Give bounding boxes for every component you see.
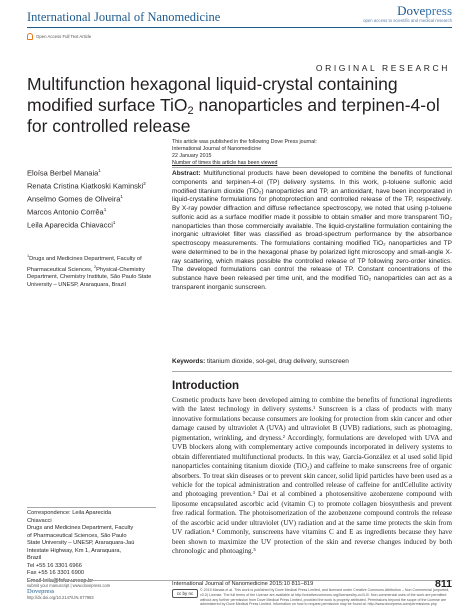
- footer-dovepress-logo[interactable]: Dovepress: [27, 588, 55, 595]
- open-access-label: [27, 33, 91, 40]
- footer-left: [27, 583, 110, 601]
- journal-name[interactable]: International Journal of Nanomedicine: [27, 10, 221, 24]
- pubinfo-line: This article was published in the following Dove Press journal:: [172, 139, 317, 145]
- corr-line: Brazil: [27, 555, 42, 561]
- header-divider: [27, 27, 452, 28]
- correspondence: [27, 510, 163, 585]
- page-number: 811: [435, 578, 452, 590]
- author-name: Renata Cristina Kiatkoski Kaminski: [27, 181, 144, 191]
- pubinfo-journal: International Journal of Nanomedicine: [172, 145, 262, 152]
- corr-line: Drugs and Medicines Department, Faculty: [27, 525, 134, 531]
- corr-line: Correspondence: Leila Aparecida: [27, 510, 112, 516]
- title-part1: Multifunction hexagonal liquid-crystal containing modified surface TiO: [27, 74, 398, 115]
- pubinfo-date: 22 January 2015: [172, 152, 212, 159]
- introduction-body: Cosmetic products have been developed aiming to combine the benefits of functional ingredients with the latest technology in delivery systems.¹ Sunscreen is a class of products with many innovative formulations because consumers are looking for protection from skin cancer and other damage caused by ultraviolet A (UVA) and ultraviolet B (UVB) radiations, such as photoaging, pigmentation, wrinkling, and dryness.² Accordingly, formulations are developed with UVA and UVB blockers along with complementary active compounds incorporated in delivery systems to obtain differentiated multifunctional products. In this way, García-González et al used solid lipid nanoparticles containing titanium dioxide (TiO₂) and caffeine to make sunscreens free of organic absorbers. To treat skin diseases or to prevent skin cancer, solid lipid particles have been used as a vehicle for the topical administration and controlled release of caffeine for antICellulite activity and photoaging prevention.³ Dai et al combined a photosensitive azobenzene compound with liposome encapsulated ascorbic acid (vitamin C) to promote collagen biosynthesis and prevent free radical formation. The photoisomerization of the azobenzene compound controls the release of the ascorbic acid under ultraviolet (UV) radiation and at the same time protects the skin from UV radiation.⁴ Commonly, sunscreens have vitamins C and E as ingredients because they have been shown to maximize the UV protection of the skin and reverse changes induced by both chronologic and photoaging.⁵: [172, 396, 452, 555]
- author: [27, 205, 163, 218]
- publisher-logo[interactable]: [397, 3, 452, 19]
- corr-line: Intestate Highway, Km 1, Araraquara,: [27, 547, 122, 554]
- author: [27, 192, 163, 205]
- title-part2: nanoparticles and terpinen-4-ol for controlled release: [27, 95, 440, 136]
- corr-line: State University – UNESP, Araraquara-Jaú: [27, 540, 135, 546]
- article-type: ORIGINAL RESEARCH: [315, 63, 450, 73]
- keywords: [172, 358, 452, 367]
- page-header: [27, 0, 452, 44]
- author: [27, 166, 163, 179]
- corr-line: Chiavacci: [27, 517, 52, 524]
- affil-text: Physical-Chemistry Department, Chemistry Institute, São Paulo State University – UNESP, Araraquara, Brazil: [27, 266, 152, 288]
- corr-tel: Tel +55 16 3301 6966: [27, 562, 82, 569]
- publisher-main: Dove: [397, 3, 426, 18]
- submit-manuscript-link[interactable]: submit your manuscript | www.dovepress.com: [27, 583, 111, 588]
- title-subscript: 2: [187, 105, 194, 117]
- views-link[interactable]: Number of times this article has been viewed: [172, 159, 278, 166]
- keywords-text: titanium dioxide, sol-gel, drug delivery, sunscreen: [207, 358, 349, 365]
- doi-link[interactable]: http://dx.doi.org/10.2147/IJN.S77983: [27, 595, 94, 600]
- abstract-text: Multifunctional products have been developed to combine the benefits of functional components and terpinen-4-ol (TP) delivery systems. In this work, p-toluene sulfonic acid modified titanium dioxide (TiO₂) nanoparticles and TP, an antioxidant, have been incorporated in liquid-crystalline formulations for photoprotection and controlled release of the TP, respectively. By X-ray powder diffraction and diffuse reflectance spectroscopy, we noted that using p-toluene sulfonic acid as a surface modifier made it possible to obtain smaller and more transparent TiO₂ nanoparticles than those commercially available. The liquid-crystalline formulation containing the inorganic ultraviolet filter was classified as broad-spectrum performance by the absorbance spectroscopy measurements. The formulations containing modified TiO₂ nanoparticles and TP were determined to be in the hexagonal phase by polarized light microscopy and small-angle X-ray scattering, which makes possible the controlled release of TP following zero-order kinetics. The developed formulations can control the release of TP. Constant concentrations of the substance have been released per time unit, and the modified TiO₂ nanoparticles can act as a transparent inorganic sunscreen.: [172, 170, 452, 291]
- affil-sup: 2: [94, 264, 97, 269]
- license-text: © 2015 Manaia et al. This work is published by Dove Medical Press Limited, and licensed under Creative Commons Attribution – Non Commercial (unported, v3.0) License. The full terms of the License are available at http://creativecommons.org/licenses/by-nc/3.0/. Non-commercial uses of the work are permitted without any further permission from Dove Medical Press Limited, provided the work is properly attributed. Permissions beyond the scope of the License are administered by Dove Medical Press Limited. Information on how to request permission may be found at: http://www.dovepress.com/permissions.php: [200, 588, 450, 607]
- corr-email[interactable]: Email leila@fcfar.unesp.br: [27, 577, 94, 584]
- correspondence-divider: [27, 507, 156, 508]
- abstract: [172, 170, 452, 293]
- introduction-heading: Introduction: [172, 380, 240, 392]
- corr-line: of Pharmaceutical Sciences, São Paulo: [27, 532, 127, 539]
- author-affil-sup: 1: [103, 207, 107, 212]
- author-name: Leila Aparecida Chiavacci: [27, 220, 113, 230]
- author-name: Anselmo Gomes de Oliveira: [27, 194, 121, 204]
- keywords-label: Keywords:: [172, 358, 206, 365]
- author-name: Marcos Antonio Corrêa: [27, 207, 104, 217]
- publisher-suffix: press: [425, 3, 452, 18]
- affiliations: [27, 253, 163, 290]
- author: [27, 179, 163, 192]
- open-access-lock-icon: [27, 33, 33, 40]
- abstract-label: Abstract:: [172, 170, 201, 177]
- author-affil-sup: 1: [98, 168, 101, 173]
- corr-fax: Fax +55 16 3301 6900: [27, 570, 85, 576]
- publication-info: [172, 139, 317, 167]
- footer-citation: International Journal of Nanomedicine 2015:10 811–819: [172, 581, 314, 587]
- pubinfo-divider: [172, 167, 452, 168]
- open-access-text: Open Access Full Text Article: [36, 34, 92, 39]
- author-name: Eloísa Berbel Manaia: [27, 168, 99, 178]
- creative-commons-icon[interactable]: cc by nc: [172, 589, 198, 598]
- author-affil-sup: 2: [143, 181, 146, 186]
- affil-text: Drugs and Medicines Department, Faculty of Pharmaceutical Sciences,: [27, 255, 142, 273]
- author-list: [27, 166, 163, 231]
- affil-sup: 1: [27, 254, 30, 258]
- author-affil-sup: 1: [120, 194, 123, 199]
- author: [27, 218, 163, 231]
- publisher-tagline: open access to scientific and medical research: [363, 18, 452, 23]
- keywords-divider: [172, 371, 452, 372]
- author-affil-sup: 1: [112, 220, 116, 225]
- article-title: [27, 74, 459, 137]
